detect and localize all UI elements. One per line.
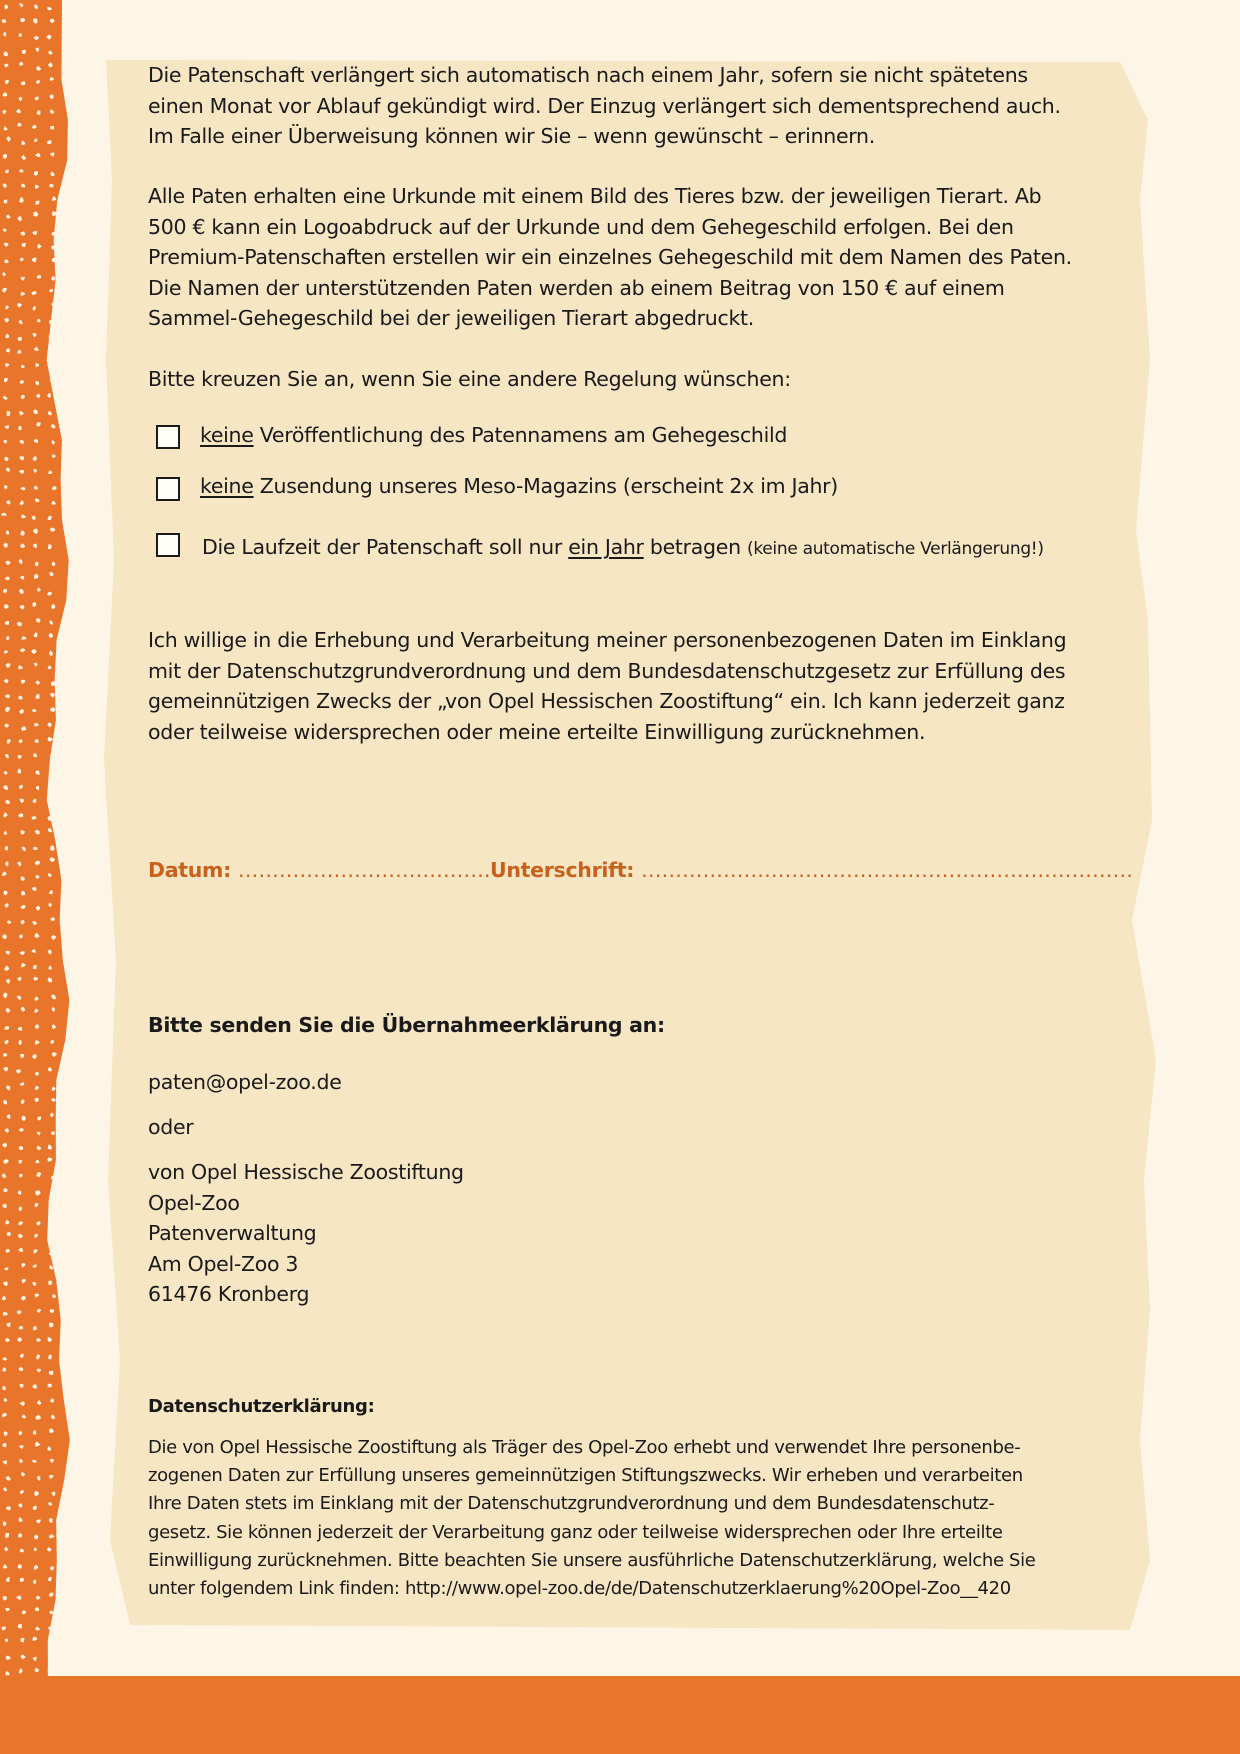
text-line: Ich willige in die Erhebung und Verarbeitung meiner personenbezogenen Daten im Einklang [148,628,1067,652]
postal-address [148,1157,1098,1310]
send-or: oder [148,1115,194,1139]
options-prompt: Bitte kreuzen Sie an, wenn Sie eine andere Regelung wünschen: [148,367,791,391]
giraffe-patch [48,1221,52,1226]
text-line: Einwilligung zurücknehmen. Bitte beachten Sie unsere ausführliche Datenschutzerklärung, welche Sie [148,1549,1036,1571]
text-line: Die Namen der unterstützenden Paten werden ab einem Beitrag von 150 € auf einem [148,275,1005,300]
address-line: 61476 Kronberg [148,1282,310,1306]
text-line: unter folgendem Link finden: http://www.opel-zoo.de/de/Datenschutzerklaerung%20Opel-Zoo__420 [148,1578,1011,1600]
giraffe-patch [49,1323,53,1328]
text-line: Im Falle einer Überweisung können wir Sie – wenn gewünscht – erinnern. [148,124,875,148]
date-label: Datum: [148,858,232,882]
giraffe-base [0,0,70,1754]
text-line: Ihre Daten stets im Einklang mit der Datenschutzgrundverordnung und dem Bundesdatenschutz- [148,1493,995,1515]
option-note: (keine automatische Verlängerung!) [747,539,1044,559]
giraffe-patch [48,1669,51,1673]
giraffe-patch [47,363,52,367]
send-heading: Bitte senden Sie die Übernahmeerklärung an: [148,1013,665,1037]
consent-paragraph [148,625,1098,747]
giraffe-patch [5,846,8,851]
giraffe-patch [48,1384,52,1388]
privacy-text [148,1434,1098,1603]
text-line: oder teilweise widersprechen oder meine erteilte Einwilligung zurücknehmen. [148,719,926,744]
text-line: gesetz. Sie können jederzeit der Verarbeitung ganz oder teilweise widersprechen oder Ihre erteilte [148,1521,1003,1543]
option-text: Veröffentlichung des Patennamens am Gehegeschild [253,423,788,447]
privacy-heading: Datenschutzerklärung: [148,1396,375,1417]
option-text: Die Laufzeit der Patenschaft soll nur [202,535,569,559]
text-line: einen Monat vor Ablauf gekündigt wird. Der Einzug verlängert sich dementsprechend auch. [148,93,1061,118]
send-email: paten@opel-zoo.de [148,1070,342,1094]
text-line: Premium-Patenschaften erstellen wir ein einzelnes Gehegeschild mit dem Namen des Paten. [148,245,1072,269]
giraffe-patch [49,1232,53,1236]
giraffe-patch [49,785,53,790]
signature-label: Unterschrift: [490,858,635,882]
renewal-paragraph [148,60,1098,152]
option-underlined: ein Jahr [568,535,644,559]
text-line: gemeinnützigen Zwecks der „von Opel Hessischen Zoostiftung“ ein. Ich kann jederzeit ganz [148,689,1065,713]
text-line: Sammel-Gehegeschild bei der jeweiligen Tierart abgedruckt. [148,306,754,330]
address-line: Am Opel-Zoo 3 [148,1251,299,1276]
footer-bar [0,1676,1240,1754]
checkbox-no-magazine[interactable] [156,477,180,501]
certificate-paragraph [148,181,1098,334]
checkbox-one-year-only[interactable] [156,533,180,557]
address-line: von Opel Hessische Zoostiftung [148,1160,464,1184]
giraffe-patch [48,1204,52,1207]
signature-field[interactable] [490,858,1133,882]
address-line: Opel-Zoo [148,1190,240,1215]
date-field[interactable] [148,858,490,882]
option-label-no-name-publication [200,420,787,450]
option-underlined: keine [200,474,254,498]
giraffe-patch [50,1642,55,1646]
giraffe-patch [49,769,53,774]
giraffe-patch [49,184,53,187]
giraffe-patch [52,1191,55,1196]
giraffe-patch [49,1652,52,1655]
option-label-no-magazine [200,471,838,501]
giraffe-patch [51,681,56,686]
text-line: 500 € kann ein Logoabdruck auf der Urkunde und dem Gehegeschild erfolgen. Bei den [148,214,1014,239]
text-line: Die von Opel Hessische Zoostiftung als Träger des Opel-Zoo erhebt und verwendet Ihre personenbe- [148,1437,1021,1458]
option-text: Zusendung unseres Meso-Magazins (erscheint 2x im Jahr) [253,474,838,498]
checkbox-no-name-publication[interactable] [156,425,180,449]
address-line: Patenverwaltung [148,1221,317,1245]
signature-dots: ……………………………………………………………… [641,858,1133,882]
text-line: Alle Paten erhalten eine Urkunde mit einem Bild des Tieres bzw. der jeweiligen Tierart. Ab [148,184,1042,208]
giraffe-pattern-border [0,0,80,1754]
option-text: betragen [643,535,747,559]
text-line: Die Patenschaft verlängert sich automatisch nach einem Jahr, sofern sie nicht spätetens [148,63,1028,87]
giraffe-patch [21,891,25,895]
option-label-one-year-only [202,532,1044,564]
giraffe-patch [47,349,51,355]
text-line: zogenen Daten zur Erfüllung unseres gemeinnützigen Stiftungszwecks. Wir erheben und verarbeiten [148,1465,1023,1487]
date-dots: ………………………………. [237,858,491,882]
text-line: mit der Datenschutzgrundverordnung und dem Bundesdatenschutzgesetz zur Erfüllung des [148,658,1066,683]
option-underlined: keine [200,423,254,447]
giraffe-patch [49,801,52,805]
